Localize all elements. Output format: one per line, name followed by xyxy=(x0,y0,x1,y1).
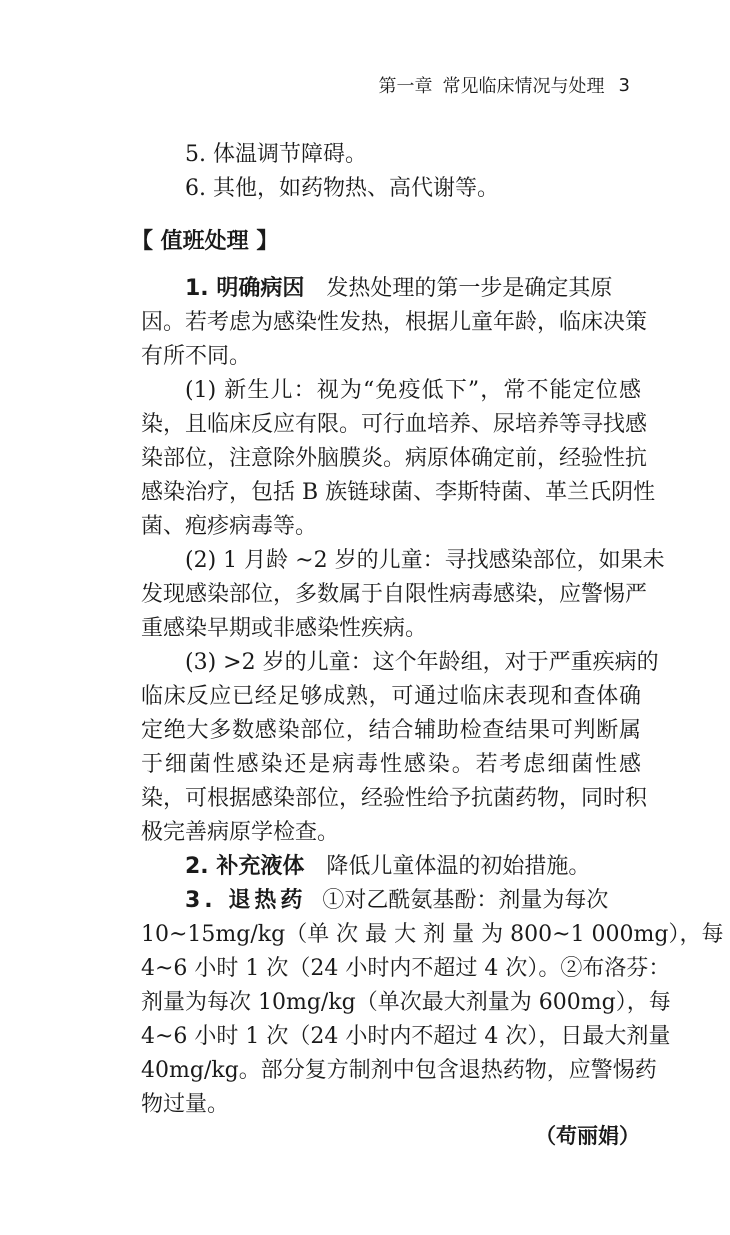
paragraph-line: (1) 新生儿：视为“免疫低下”，常不能定位感 xyxy=(185,378,641,403)
paragraph-line: 10~15mg/kg（单 次 最 大 剂 量 为 800~1 000mg），每 xyxy=(141,922,724,947)
paragraph-line xyxy=(185,884,641,918)
list-item: 5. 体温调节障碍。 xyxy=(185,142,367,167)
paragraph-line xyxy=(185,272,641,306)
item-heading: 3. 退热药 xyxy=(185,888,307,913)
paragraph-line: 重感染早期或非感染性疾病。 xyxy=(141,616,428,641)
paragraph-line: 临床反应已经足够成熟，可通过临床表现和查体确 xyxy=(141,684,641,709)
running-header xyxy=(100,70,630,100)
paragraph-line: 极完善病原学检查。 xyxy=(141,820,340,845)
page-number: 3 xyxy=(618,74,630,96)
paragraph-line: 4~6 小时 1 次（24 小时内不超过 4 次）。②布洛芬： xyxy=(141,956,671,981)
paragraph-text: 降低儿童体温的初始措施。 xyxy=(326,854,591,879)
paragraph-line xyxy=(185,850,641,884)
item-heading: 2. 补充液体 xyxy=(185,854,305,879)
paragraph-line: 4~6 小时 1 次（24 小时内不超过 4 次），日最大剂量 xyxy=(141,1024,671,1049)
author-credit: （苟丽娟） xyxy=(535,1124,640,1148)
paragraph-line: 于细菌性感染还是病毒性感染。若考虑细菌性感 xyxy=(141,752,641,777)
paragraph-line: 菌、疱疹病毒等。 xyxy=(141,514,318,539)
item-heading: 1. 明确病因 xyxy=(185,276,305,301)
paragraph-line: 染，可根据感染部位，经验性给予抗菌药物，同时积 xyxy=(141,786,648,811)
list-item: 6. 其他，如药物热、高代谢等。 xyxy=(185,176,499,201)
paragraph-line: 染部位，注意除外脑膜炎。病原体确定前，经验性抗 xyxy=(141,446,648,471)
paragraph-line: 感染治疗，包括 B 族链球菌、李斯特菌、革兰氏阴性 xyxy=(141,480,656,505)
paragraph-line: (3) >2 岁的儿童：这个年龄组，对于严重疾病的 xyxy=(185,650,659,675)
paragraph-line: (2) 1 月龄 ~2 岁的儿童：寻找感染部位，如果未 xyxy=(185,548,665,573)
paragraph-line: 染，且临床反应有限。可行血培养、尿培养等寻找感 xyxy=(141,412,648,437)
paragraph-line: 剂量为每次 10mg/kg（单次最大剂量为 600mg），每 xyxy=(141,990,671,1015)
section-heading: 【 值班处理 】 xyxy=(131,229,279,254)
paragraph-line: 有所不同。 xyxy=(141,344,252,369)
paragraph-line: 40mg/kg。部分复方制剂中包含退热药物，应警惕药 xyxy=(141,1058,657,1083)
paragraph-line: 定绝大多数感染部位，结合辅助检查结果可判断属 xyxy=(141,718,641,743)
paragraph-text: ①对乙酰氨基酚：剂量为每次 xyxy=(322,888,609,913)
paragraph-text: 发热处理的第一步是确定其原 xyxy=(326,276,613,301)
paragraph-line: 发现感染部位，多数属于自限性病毒感染，应警惕严 xyxy=(141,582,648,607)
paragraph-line: 因。若考虑为感染性发热，根据儿童年龄，临床决策 xyxy=(141,310,648,335)
chapter-number: 第一章 xyxy=(378,76,433,97)
chapter-title: 常见临床情况与处理 xyxy=(442,76,605,97)
paragraph-line: 物过量。 xyxy=(141,1092,230,1117)
